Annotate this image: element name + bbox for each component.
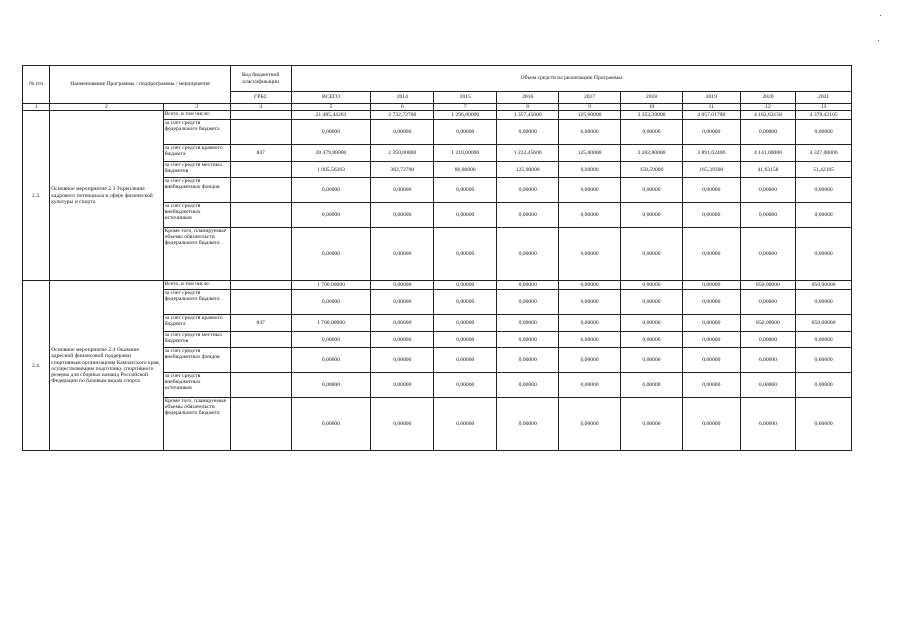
amount-cell: 4 182,63158 (740, 111, 796, 120)
amount-cell: 0,00000 (434, 332, 497, 348)
amount-cell: 20 479,88000 (291, 145, 371, 162)
grbs-code (230, 228, 291, 281)
grbs-code (230, 120, 291, 145)
amount-cell: 0,00000 (434, 348, 497, 373)
amount-cell: 0,00000 (371, 290, 434, 315)
funding-source-label: за счет средств внебюджетных фондов (163, 348, 230, 373)
amount-cell: 0,00000 (371, 120, 434, 145)
amount-cell: 0,00000 (559, 281, 621, 290)
amount-cell: 0,00000 (740, 373, 796, 398)
amount-cell: 0,00000 (559, 203, 621, 228)
amount-cell: 0,00000 (434, 290, 497, 315)
amount-cell: 0,00000 (434, 178, 497, 203)
amount-cell: 0,00000 (559, 290, 621, 315)
amount-cell: 0,00000 (434, 120, 497, 145)
grbs-code (230, 178, 291, 203)
amount-cell: 4 057,01700 (682, 111, 740, 120)
amount-cell: 0,00000 (371, 203, 434, 228)
amount-cell: 0,00000 (434, 315, 497, 332)
amount-cell: 150,59000 (621, 162, 683, 178)
column-number: 5 (291, 104, 371, 111)
header-year: 2016 (497, 92, 559, 104)
amount-cell: 0,00000 (497, 120, 559, 145)
header-year: 2019 (682, 92, 740, 104)
header-grbs: ГРБС (230, 92, 291, 104)
amount-cell: 1 232,45600 (497, 145, 559, 162)
amount-cell: 0,00000 (497, 348, 559, 373)
amount-cell: 0,00000 (559, 348, 621, 373)
amount-cell: 0,00000 (559, 315, 621, 332)
amount-cell: 0,00000 (371, 315, 434, 332)
grbs-code (230, 373, 291, 398)
amount-cell: 3 891,62400 (682, 145, 740, 162)
amount-cell: 0,00000 (796, 332, 852, 348)
amount-cell: 0,00000 (497, 228, 559, 281)
column-number: 4 (230, 104, 291, 111)
header-year: 2017 (559, 92, 621, 104)
grbs-code: 847 (230, 145, 291, 162)
section-number: 2.3. (23, 111, 50, 281)
column-number: 2 (50, 104, 163, 111)
amount-cell: 2 732,72700 (371, 111, 434, 120)
budget-table (22, 65, 852, 451)
amount-cell: 0,00000 (682, 228, 740, 281)
amount-cell: 165,39300 (682, 162, 740, 178)
amount-cell: 1 005,56263 (291, 162, 371, 178)
column-number: 11 (682, 104, 740, 111)
amount-cell: 0,00000 (740, 228, 796, 281)
amount-cell: 0,00000 (434, 203, 497, 228)
amount-cell: 0,00000 (682, 332, 740, 348)
amount-cell: 0,00000 (559, 228, 621, 281)
amount-cell: 0,00000 (559, 120, 621, 145)
amount-cell: 0,00000 (291, 290, 371, 315)
funding-source-label: за счет средств федерального бюджета (163, 290, 230, 315)
grbs-code (230, 162, 291, 178)
section-name: Основное мероприятие 2.4 Оказание адресной финансовой поддержки спортивным организациям Камчатского края, осуществляющим подготовку спортивного резерва для сборных команд Российской Федерации по базовым видам спорта (50, 281, 163, 451)
amount-cell: 0,00000 (497, 290, 559, 315)
amount-cell: 0,00000 (291, 228, 371, 281)
amount-cell: 0,00000 (621, 398, 683, 451)
amount-cell: 0,00000 (740, 290, 796, 315)
header-year: 2018 (621, 92, 683, 104)
amount-cell: 0,00000 (371, 332, 434, 348)
amount-cell: 0,00000 (740, 332, 796, 348)
amount-cell: 0,00000 (497, 178, 559, 203)
amount-cell: 4 378,42105 (796, 111, 852, 120)
funding-source-label: за счет средств местных бюджетов (163, 332, 230, 348)
funding-source-label: Всего, в том числе: (163, 111, 230, 120)
funding-source-label: за счет средств местных бюджетов (163, 162, 230, 178)
header-year: 2015 (434, 92, 497, 104)
header-year: 2020 (740, 92, 796, 104)
grbs-code (230, 332, 291, 348)
column-number: 6 (371, 104, 434, 111)
amount-cell: 1 210,00000 (434, 145, 497, 162)
header-code-group: Код бюджетной классификации (230, 66, 291, 92)
amount-cell: 0,00000 (291, 120, 371, 145)
funding-source-label: Кроме того, планируемые объемы обязательств федерального бюджета (163, 228, 230, 281)
amount-cell: 850,00000 (796, 315, 852, 332)
header-year: 2021 (796, 92, 852, 104)
amount-cell: 0,00000 (740, 398, 796, 451)
header-name: Наименование Программы / подпрограммы / мероприятия (50, 66, 230, 104)
amount-cell: 0,00000 (497, 281, 559, 290)
amount-cell: 0,00000 (497, 373, 559, 398)
amount-cell: 0,00000 (434, 398, 497, 451)
amount-cell: 0,00000 (621, 315, 683, 332)
amount-cell: 0,00000 (621, 332, 683, 348)
amount-cell: 0,00000 (434, 373, 497, 398)
amount-cell: 3 202,80000 (621, 145, 683, 162)
amount-cell: 0,00000 (371, 178, 434, 203)
amount-cell: 0,00000 (796, 203, 852, 228)
amount-cell: 0,00000 (371, 398, 434, 451)
column-number: 1 (23, 104, 50, 111)
amount-cell: 0,00000 (497, 398, 559, 451)
amount-cell: 0,00000 (434, 228, 497, 281)
amount-cell: 0,00000 (559, 373, 621, 398)
amount-cell: 0,00000 (621, 178, 683, 203)
grbs-code: 847 (230, 315, 291, 332)
amount-cell: 125,00000 (497, 162, 559, 178)
amount-cell: 125,00000 (559, 111, 621, 120)
amount-cell: 0,00000 (796, 373, 852, 398)
amount-cell: 0,00000 (559, 398, 621, 451)
amount-cell: 0,00000 (682, 348, 740, 373)
amount-cell: 86,80000 (434, 162, 497, 178)
amount-cell: 0,00000 (621, 348, 683, 373)
funding-source-label: Всего, в том числе: (163, 281, 230, 290)
amount-cell: 0,00000 (740, 348, 796, 373)
funding-source-label: за счет средств внебюджетных фондов (163, 178, 230, 203)
funding-source-label: Кроме того, планируемые объемы обязательств федерального бюджета (163, 398, 230, 451)
grbs-code (230, 290, 291, 315)
funding-source-label: за счет средств внебюджетных источников (163, 203, 230, 228)
amount-cell: 0,00000 (371, 373, 434, 398)
table-row (23, 281, 852, 290)
amount-cell: 0,00000 (371, 281, 434, 290)
amount-cell: 0,00000 (621, 281, 683, 290)
scan-speck (880, 15, 881, 16)
amount-cell: 1 700,00000 (291, 315, 371, 332)
amount-cell: 850,00000 (740, 315, 796, 332)
amount-cell: 0,00000 (740, 203, 796, 228)
amount-cell: 0,00000 (497, 332, 559, 348)
grbs-code (230, 398, 291, 451)
amount-cell: 2 350,00000 (371, 145, 434, 162)
amount-cell: 0,00000 (621, 290, 683, 315)
amount-cell: 4 327,00000 (796, 145, 852, 162)
header-year: ВСЕГО (291, 92, 371, 104)
column-number: 3 (163, 104, 230, 111)
amount-cell: 0,00000 (559, 178, 621, 203)
amount-cell: 51,42105 (796, 162, 852, 178)
amount-cell: 4 141,00000 (740, 145, 796, 162)
table-row (23, 111, 852, 120)
funding-source-label: за счет средств федерального бюджета (163, 120, 230, 145)
grbs-code (230, 348, 291, 373)
amount-cell: 0,00000 (621, 373, 683, 398)
amount-cell: 0,00000 (682, 315, 740, 332)
header-num: № п/п (23, 66, 50, 104)
amount-cell: 0,00000 (621, 120, 683, 145)
amount-cell: 0,00000 (796, 178, 852, 203)
column-number: 9 (559, 104, 621, 111)
column-number: 12 (740, 104, 796, 111)
amount-cell: 1 296,80000 (434, 111, 497, 120)
amount-cell: 0,00000 (291, 332, 371, 348)
column-number: 8 (497, 104, 559, 111)
amount-cell: 0,00000 (621, 228, 683, 281)
amount-cell: 0,00000 (796, 290, 852, 315)
amount-cell: 0,00000 (682, 290, 740, 315)
amount-cell: 0,00000 (559, 332, 621, 348)
amount-cell: 0,00000 (796, 348, 852, 373)
amount-cell: 850,00000 (796, 281, 852, 290)
amount-cell: 0,00000 (682, 281, 740, 290)
amount-cell: 0,00000 (682, 178, 740, 203)
section-number: 2.4. (23, 281, 50, 451)
amount-cell: 0,00000 (621, 203, 683, 228)
scan-speck (878, 40, 879, 41)
column-number: 7 (434, 104, 497, 111)
amount-cell: 0,00000 (559, 162, 621, 178)
funding-source-label: за счет средств краевого бюджета (163, 145, 230, 162)
amount-cell: 0,00000 (291, 203, 371, 228)
amount-cell: 0,00000 (371, 348, 434, 373)
section-name: Основное мероприятие 2.3 Укрепление кадрового потенциала в сфере физической культуры и спорта (50, 111, 163, 281)
amount-cell: 0,00000 (682, 203, 740, 228)
amount-cell: 1 357,45600 (497, 111, 559, 120)
column-number: 13 (796, 104, 852, 111)
funding-source-label: за счет средств внебюджетных источников (163, 373, 230, 398)
amount-cell: 21 485,44263 (291, 111, 371, 120)
amount-cell: 3 353,39000 (621, 111, 683, 120)
amount-cell: 0,00000 (434, 281, 497, 290)
amount-cell: 0,00000 (291, 348, 371, 373)
amount-cell: 0,00000 (291, 178, 371, 203)
amount-cell: 0,00000 (682, 120, 740, 145)
column-number: 10 (621, 104, 683, 111)
amount-cell: 0,00000 (796, 398, 852, 451)
amount-cell: 0,00000 (497, 203, 559, 228)
amount-cell: 850,00000 (740, 281, 796, 290)
funding-source-label: за счет средств краевого бюджета (163, 315, 230, 332)
amount-cell: 0,00000 (497, 315, 559, 332)
amount-cell: 0,00000 (291, 373, 371, 398)
amount-cell: 0,00000 (740, 178, 796, 203)
amount-cell: 0,00000 (796, 228, 852, 281)
amount-cell: 0,00000 (682, 373, 740, 398)
grbs-code (230, 111, 291, 120)
grbs-code (230, 281, 291, 290)
header-year: 2014 (371, 92, 434, 104)
amount-cell: 1 700,00000 (291, 281, 371, 290)
amount-cell: 41,63158 (740, 162, 796, 178)
amount-cell: 0,00000 (291, 398, 371, 451)
header-funds: Объем средств на реализацию Программы (291, 66, 851, 92)
grbs-code (230, 203, 291, 228)
amount-cell: 0,00000 (371, 228, 434, 281)
amount-cell: 0,00000 (796, 120, 852, 145)
amount-cell: 382,72700 (371, 162, 434, 178)
amount-cell: 125,00000 (559, 145, 621, 162)
amount-cell: 0,00000 (740, 120, 796, 145)
amount-cell: 0,00000 (682, 398, 740, 451)
